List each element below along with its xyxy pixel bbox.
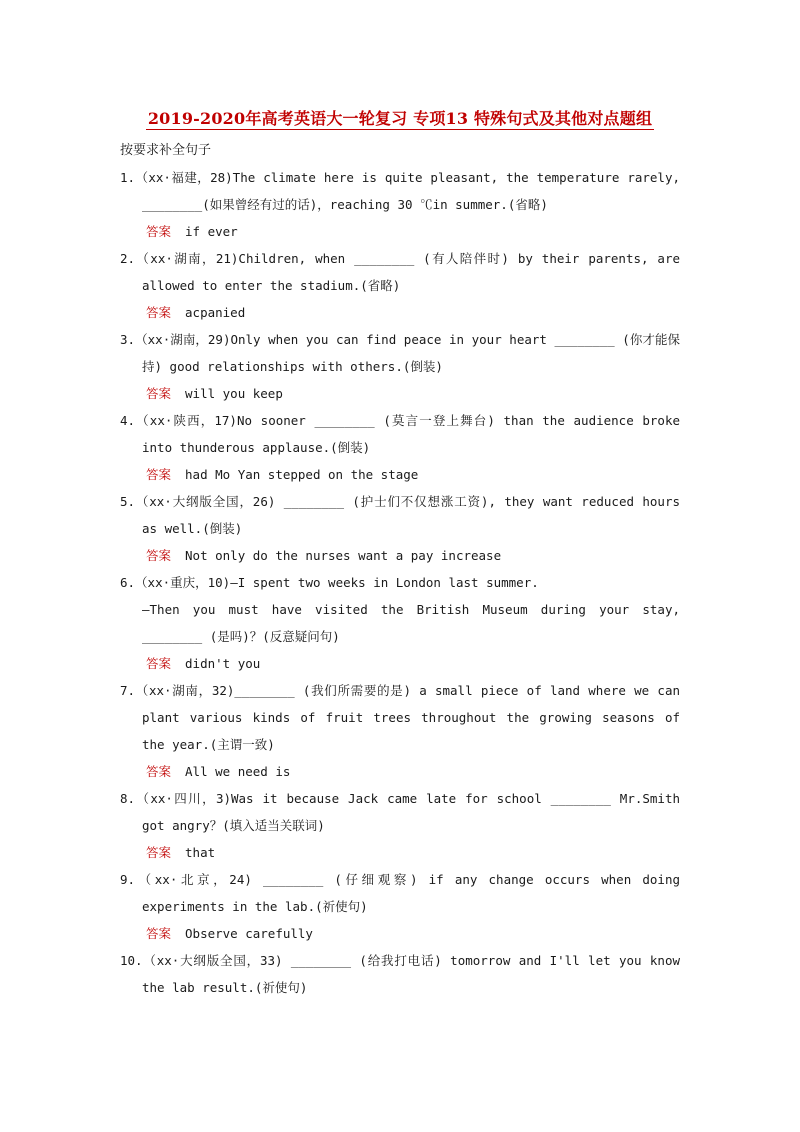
answer-label: 答案 bbox=[146, 224, 172, 239]
answer-label: 答案 bbox=[146, 764, 172, 779]
answer-label: 答案 bbox=[146, 656, 172, 671]
instruction-text: 按要求补全句子 bbox=[120, 143, 212, 158]
answer-2 bbox=[120, 299, 680, 326]
question-3: 3.（xx·湖南，29)Only when you can find peace in your heart ________ (你才能保持) good relationships with others.(倒装) bbox=[120, 332, 680, 374]
question-list bbox=[120, 164, 680, 1001]
answer-8 bbox=[120, 839, 680, 866]
answer-label: 答案 bbox=[146, 845, 172, 860]
question-6-continued: —Then you must have visited the British Museum during your stay, ________ (是吗)？(反意疑问句) bbox=[142, 602, 680, 644]
question-9: 9.（xx·北京，24) ________ (仔细观察) if any change occurs when doing experiments in the lab.(祈使句) bbox=[120, 872, 680, 914]
answer-label: 答案 bbox=[146, 386, 172, 401]
answer-label: 答案 bbox=[146, 305, 172, 320]
answer-3 bbox=[120, 380, 680, 407]
answer-label: 答案 bbox=[146, 548, 172, 563]
answer-text: that bbox=[185, 845, 216, 860]
answer-6 bbox=[120, 650, 680, 677]
answer-text: if ever bbox=[185, 224, 238, 239]
question-7: 7.（xx·湖南，32)________ (我们所需要的是) a small piece of land where we can plant various kinds of fruit trees throughout the growing seasons of the year.(主谓一致) bbox=[120, 683, 680, 752]
answer-text: acpanied bbox=[185, 305, 246, 320]
answer-7 bbox=[120, 758, 680, 785]
answer-text: Observe carefully bbox=[185, 926, 313, 941]
answer-4 bbox=[120, 461, 680, 488]
question-2: 2.（xx·湖南，21)Children, when ________ (有人陪伴时) by their parents, are allowed to enter the stadium.(省略) bbox=[120, 251, 680, 293]
answer-text: didn't you bbox=[185, 656, 261, 671]
answer-5 bbox=[120, 542, 680, 569]
document-title: 2019-2020年高考英语大一轮复习 专项13 特殊句式及其他对点题组 bbox=[147, 109, 653, 128]
answer-9 bbox=[120, 920, 680, 947]
question-6: 6.（xx·重庆，10)—I spent two weeks in London last summer. bbox=[120, 575, 539, 590]
answer-text: had Mo Yan stepped on the stage bbox=[185, 467, 419, 482]
question-5: 5.（xx·大纲版全国，26) ________ (护士们不仅想涨工资), they want reduced hours as well.(倒装) bbox=[120, 494, 680, 536]
question-8: 8.（xx·四川，3)Was it because Jack came late for school ________ Mr.Smith got angry？(填入适当关联词) bbox=[120, 791, 680, 833]
question-4: 4.（xx·陕西，17)No sooner ________ (莫言一登上舞台) than the audience broke into thunderous applause.(倒装) bbox=[120, 413, 680, 455]
answer-text: All we need is bbox=[185, 764, 291, 779]
answer-1 bbox=[120, 218, 680, 245]
question-10: 10.（xx·大纲版全国，33) ________ (给我打电话) tomorrow and I'll let you know the lab result.(祈使句) bbox=[120, 953, 680, 995]
answer-label: 答案 bbox=[146, 467, 172, 482]
answer-label: 答案 bbox=[146, 926, 172, 941]
question-1: 1.（xx·福建，28)The climate here is quite pleasant, the temperature rarely, ________(如果曾经有过的话)，reaching 30 ℃in summer.(省略) bbox=[120, 170, 680, 212]
answer-text: Not only do the nurses want a pay increase bbox=[185, 548, 502, 563]
answer-text: will you keep bbox=[185, 386, 283, 401]
